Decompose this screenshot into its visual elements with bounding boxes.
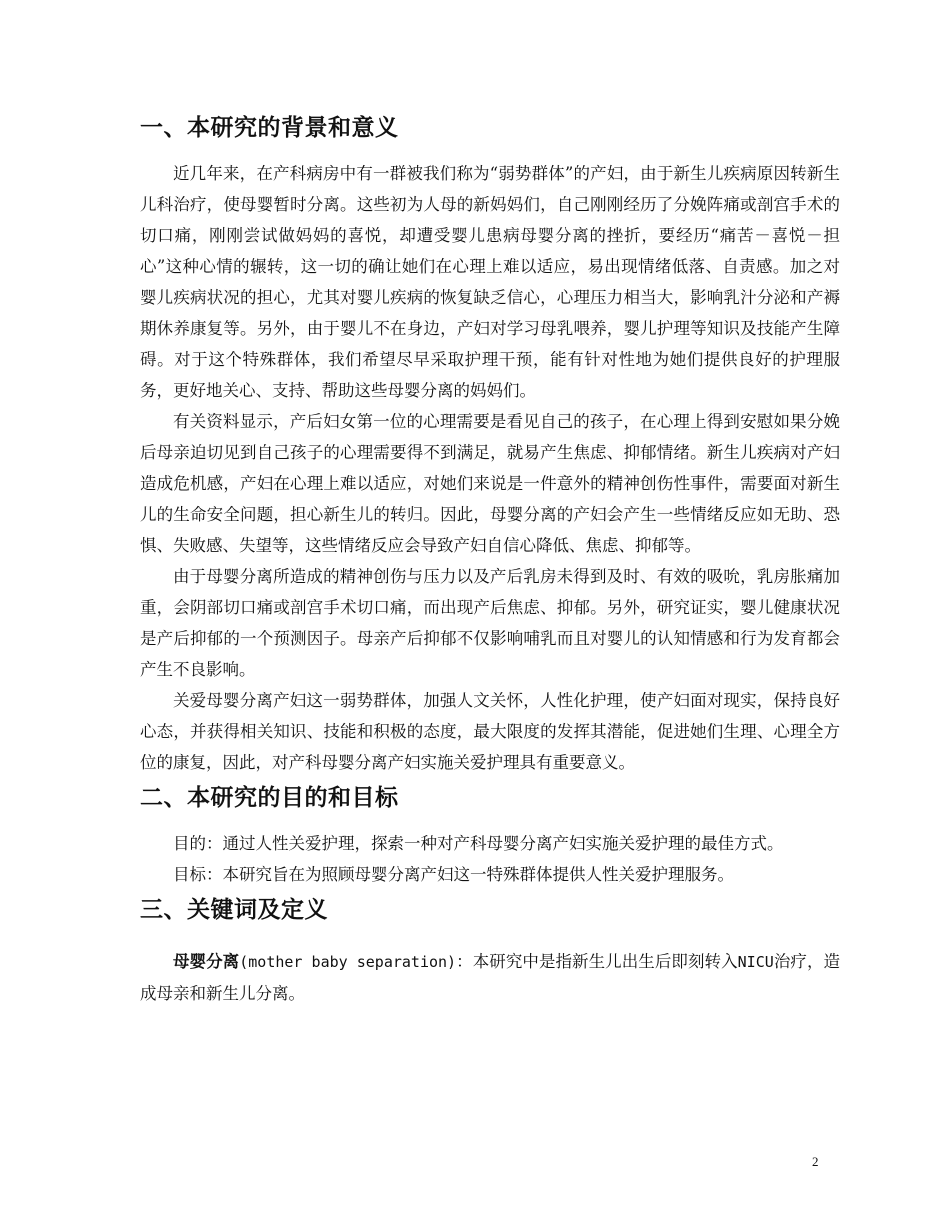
section-keywords (140, 890, 840, 1009)
definition-nicu: NICU (737, 953, 774, 971)
definition-text: ：本研究中是指新生儿出生后即刻转入 (456, 952, 738, 971)
definition-paragraph (140, 946, 840, 1009)
page-content (140, 108, 840, 1009)
paragraph: 关爱母婴分离产妇这一弱势群体，加强人文关怀，人性化护理，使产妇面对现实，保持良好心态，并获得相关知识、技能和积极的态度，最大限度的发挥其潜能，促进她们生理、心理全方位的康复，因此，对产科母婴分离产妇实施关爱护理具有重要意义。 (140, 691, 840, 772)
definition-term: 母婴分离 (173, 952, 240, 971)
section-heading-goals: 二、本研究的目的和目标 (140, 785, 399, 811)
paragraph: 由于母婴分离所造成的精神创伤与压力以及产后乳房未得到及时、有效的吸吮，乳房胀痛加重，会阴部切口痛或剖宫手术切口痛，而出现产后焦虑、抑郁。另外，研究证实，婴儿健康状况是产后抑郁的一个预测因子。母亲产后抑郁不仅影响哺乳而且对婴儿的认知情感和行为发育都会产生不良影响。 (140, 567, 840, 679)
paragraph-objective: 目标：本研究旨在为照顾母婴分离产妇这一特殊群体提供人性关爱护理服务。 (173, 865, 734, 884)
section-goals (140, 778, 840, 890)
definition-english: (mother baby separation) (239, 953, 457, 971)
section-heading-background: 一、本研究的背景和意义 (140, 115, 399, 141)
paragraph: 有关资料显示，产后妇女第一位的心理需要是看见自己的孩子，在心理上得到安慰如果分娩后母亲迫切见到自己孩子的心理需要得不到满足，就易产生焦虑、抑郁情绪。新生儿疾病对产妇造成危机感，产妇在心理上难以适应，对她们来说是一件意外的精神创伤性事件，需要面对新生儿的生命安全问题，担心新生儿的转归。因此，母婴分离的产妇会产生一些情绪反应如无助、恐惧、失败感、失望等，这些情绪反应会导致产妇自信心降低、焦虑、抑郁等。 (140, 412, 840, 555)
paragraph: 近几年来，在产科病房中有一群被我们称为“弱势群体”的产妇，由于新生儿疾病原因转新生儿科治疗，使母婴暂时分离。这些初为人母的新妈妈们，自己刚刚经历了分娩阵痛或剖宫手术的切口痛，刚刚尝试做妈妈的喜悦，却遭受婴儿患病母婴分离的挫折，要经历“痛苦－喜悦－担心”这种心情的辗转，这一切的确让她们在心理上难以适应，易出现情绪低落、自责感。加之对婴儿疾病状况的担心，尤其对婴儿疾病的恢复缺乏信心，心理压力相当大，影响乳汁分泌和产褥期休养康复等。另外，由于婴儿不在身边，产妇对学习母乳喂养，婴儿护理等知识及技能产生障碍。对于这个特殊群体，我们希望尽早采取护理干预，能有针对性地为她们提供良好的护理服务，更好地关心、支持、帮助这些母婴分离的妈妈们。 (140, 164, 840, 400)
page-number: 2 (812, 1154, 819, 1169)
definition-text-end: 治疗，造成母亲和新生儿分离。 (140, 952, 840, 1003)
section-background (140, 108, 840, 778)
paragraph-purpose: 目的：通过人性关爱护理，探索一种对产科母婴分离产妇实施关爱护理的最佳方式。 (173, 834, 784, 853)
section-heading-keywords: 三、关键词及定义 (140, 897, 328, 923)
